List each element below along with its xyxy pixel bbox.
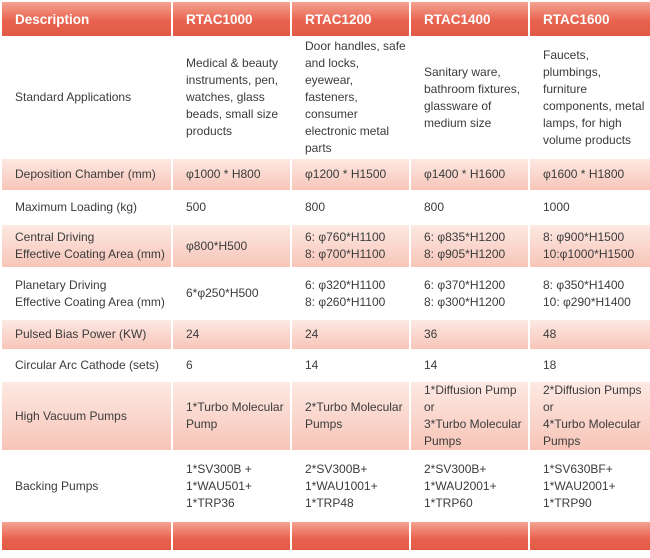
table-cell: 48 <box>530 320 650 349</box>
table-cell: 18 <box>530 351 650 380</box>
footer-cell <box>292 522 409 550</box>
table-cell: 36 <box>411 320 528 349</box>
header-row <box>2 2 650 36</box>
table-row-backing-pumps <box>2 452 650 520</box>
header-model-rtac1400: RTAC1400 <box>411 2 528 36</box>
table-cell: 8: φ900*H1500 10:φ1000*H1500 <box>530 225 650 267</box>
table-cell: 14 <box>292 351 409 380</box>
table-cell: 6: φ370*H1200 8: φ300*H1200 <box>411 269 528 318</box>
row-label: Central Driving Effective Coating Area (mm) <box>2 225 171 267</box>
table-cell: φ1400 * H1600 <box>411 159 528 190</box>
table-cell: Door handles, safe and locks, eyewear, fasteners, consumer electronic metal parts <box>292 38 409 157</box>
table-row-high-vacuum-pumps <box>2 382 650 450</box>
table-cell: 2*Diffusion Pumps or 4*Turbo Molecular Pumps <box>530 382 650 450</box>
footer-cell <box>2 522 171 550</box>
row-label: Backing Pumps <box>2 452 171 520</box>
table-cell: φ1000 * H800 <box>173 159 290 190</box>
table-row-maximum-loading <box>2 192 650 223</box>
footer-row <box>2 522 650 550</box>
table-row-central-driving <box>2 225 650 267</box>
table-cell: 8: φ350*H1400 10: φ290*H1400 <box>530 269 650 318</box>
header-description: Description <box>2 2 171 36</box>
row-label: High Vacuum Pumps <box>2 382 171 450</box>
table-cell: Sanitary ware, bathroom fixtures, glassware of medium size <box>411 38 528 157</box>
table-row-pulsed-bias-power <box>2 320 650 349</box>
row-label: Maximum Loading (kg) <box>2 192 171 223</box>
footer-cell <box>173 522 290 550</box>
table-cell: φ800*H500 <box>173 225 290 267</box>
table-cell: 800 <box>292 192 409 223</box>
table-cell: 14 <box>411 351 528 380</box>
table-row-circular-arc-cathode <box>2 351 650 380</box>
row-label: Deposition Chamber (mm) <box>2 159 171 190</box>
table-row-deposition-chamber <box>2 159 650 190</box>
table-cell: 1*Turbo Molecular Pump <box>173 382 290 450</box>
row-label: Circular Arc Cathode (sets) <box>2 351 171 380</box>
table-cell: 6: φ760*H1100 8: φ700*H1100 <box>292 225 409 267</box>
table-row-standard-applications <box>2 38 650 157</box>
table-cell: 6*φ250*H500 <box>173 269 290 318</box>
row-label: Planetary Driving Effective Coating Area (mm) <box>2 269 171 318</box>
table-cell: 2*SV300B+ 1*WAU1001+ 1*TRP48 <box>292 452 409 520</box>
table-cell: 24 <box>292 320 409 349</box>
table-row-planetary-driving <box>2 269 650 318</box>
table-cell: 2*Turbo Molecular Pumps <box>292 382 409 450</box>
header-model-rtac1600: RTAC1600 <box>530 2 650 36</box>
table-cell: 6: φ320*H1100 8: φ260*H1100 <box>292 269 409 318</box>
table-cell: φ1600 * H1800 <box>530 159 650 190</box>
footer-cell <box>411 522 528 550</box>
table-cell: 24 <box>173 320 290 349</box>
table-cell: 800 <box>411 192 528 223</box>
table-cell: 2*SV300B+ 1*WAU2001+ 1*TRP60 <box>411 452 528 520</box>
table-cell: 1*SV630BF+ 1*WAU2001+ 1*TRP90 <box>530 452 650 520</box>
footer-cell <box>530 522 650 550</box>
table-cell: 500 <box>173 192 290 223</box>
table-cell: Faucets, plumbings, furniture components, metal lamps, for high volume products <box>530 38 650 157</box>
header-model-rtac1000: RTAC1000 <box>173 2 290 36</box>
header-model-rtac1200: RTAC1200 <box>292 2 409 36</box>
table-cell: 1*SV300B + 1*WAU501+ 1*TRP36 <box>173 452 290 520</box>
table-cell: 6 <box>173 351 290 380</box>
table-cell: 1000 <box>530 192 650 223</box>
row-label: Standard Applications <box>2 38 171 157</box>
table-cell: 1*Diffusion Pump or 3*Turbo Molecular Pumps <box>411 382 528 450</box>
row-label: Pulsed Bias Power (KW) <box>2 320 171 349</box>
table-cell: φ1200 * H1500 <box>292 159 409 190</box>
table-cell: Medical & beauty instruments, pen, watches, glass beads, small size products <box>173 38 290 157</box>
table-cell: 6: φ835*H1200 8: φ905*H1200 <box>411 225 528 267</box>
